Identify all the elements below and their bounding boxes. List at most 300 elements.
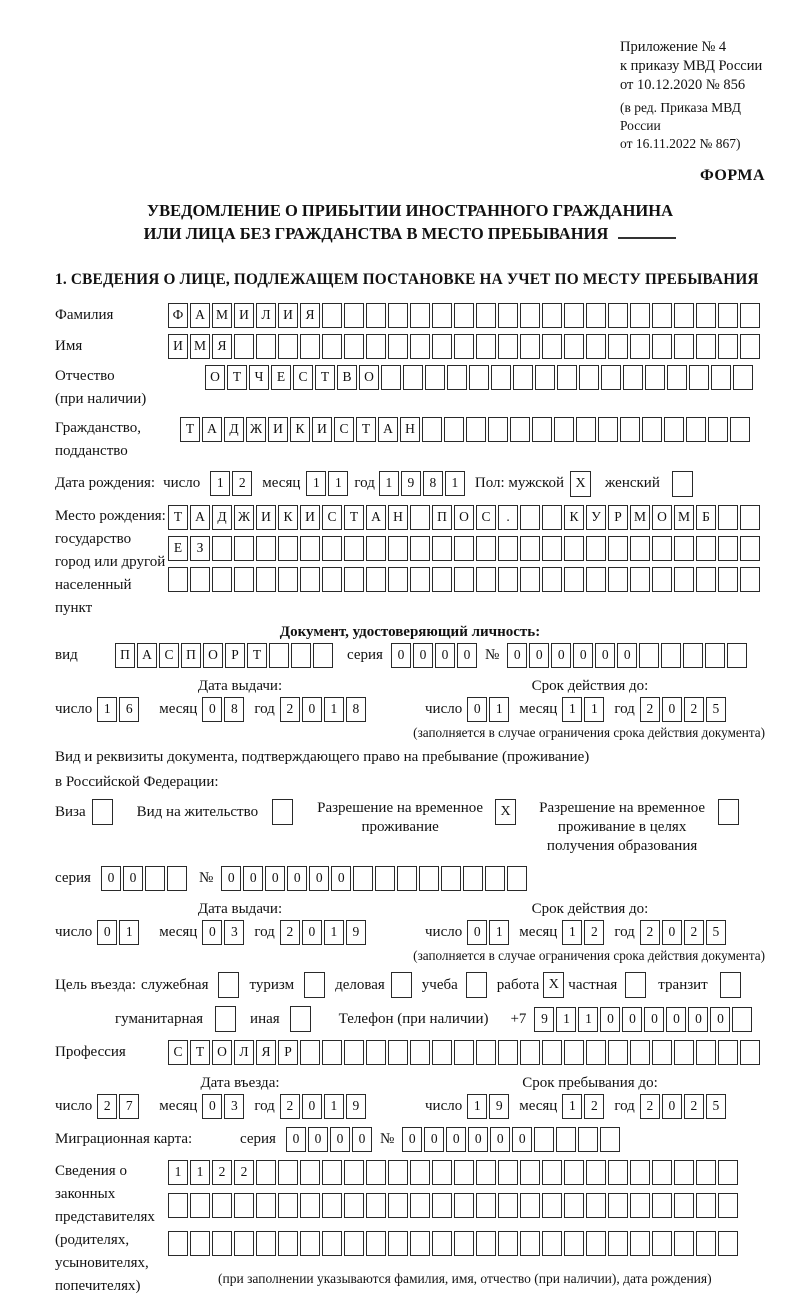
char-cell[interactable] [557,365,577,390]
char-cell[interactable] [344,334,364,359]
char-cell[interactable]: 5 [706,1094,726,1119]
char-cell[interactable] [542,1160,562,1185]
char-cell[interactable]: 0 [123,866,143,891]
char-cell[interactable] [718,505,738,530]
char-cell[interactable] [652,1160,672,1185]
char-cell[interactable]: 0 [330,1127,350,1152]
char-cell[interactable] [608,1231,628,1256]
char-cell[interactable] [278,1193,298,1218]
char-cell[interactable] [322,536,342,561]
char-cell[interactable] [313,643,333,668]
char-cell[interactable] [661,643,681,668]
char-cell[interactable]: 0 [662,697,682,722]
char-cell[interactable] [718,1193,738,1218]
char-cell[interactable]: С [293,365,313,390]
char-cell[interactable]: С [322,505,342,530]
char-cell[interactable]: Е [168,536,188,561]
char-cell[interactable] [542,567,562,592]
char-cell[interactable] [564,334,584,359]
char-cell[interactable] [432,303,452,328]
char-cell[interactable]: 0 [468,1127,488,1152]
char-cell[interactable] [576,417,596,442]
char-cell[interactable] [300,1040,320,1065]
char-cell[interactable]: 7 [119,1094,139,1119]
char-cell[interactable] [300,1193,320,1218]
char-cell[interactable]: 2 [584,920,604,945]
char-cell[interactable]: К [290,417,310,442]
char-cell[interactable] [212,536,232,561]
char-cell[interactable] [652,1040,672,1065]
char-cell[interactable]: И [256,505,276,530]
char-cell[interactable] [727,643,747,668]
char-cell[interactable] [674,334,694,359]
char-cell[interactable] [463,866,483,891]
char-cell[interactable] [532,417,552,442]
char-cell[interactable] [212,567,232,592]
char-cell[interactable] [344,536,364,561]
char-cell[interactable] [344,567,364,592]
char-cell[interactable] [630,1193,650,1218]
char-cell[interactable] [520,1160,540,1185]
char-cell[interactable]: 0 [202,697,222,722]
char-cell[interactable] [410,1160,430,1185]
residence-permit-checkbox[interactable] [272,799,293,825]
char-cell[interactable] [696,1160,716,1185]
char-cell[interactable] [300,567,320,592]
char-cell[interactable] [696,567,716,592]
char-cell[interactable] [410,505,430,530]
char-cell[interactable] [732,1007,752,1032]
char-cell[interactable] [291,643,311,668]
char-cell[interactable] [491,365,511,390]
char-cell[interactable]: Я [256,1040,276,1065]
char-cell[interactable] [630,1231,650,1256]
char-cell[interactable]: Е [271,365,291,390]
char-cell[interactable] [498,303,518,328]
char-cell[interactable]: 0 [309,866,329,891]
char-cell[interactable] [642,417,662,442]
purpose-work-checkbox[interactable]: X [543,972,564,998]
char-cell[interactable] [410,1040,430,1065]
char-cell[interactable] [410,303,430,328]
char-cell[interactable] [322,567,342,592]
char-cell[interactable]: 8 [346,697,366,722]
char-cell[interactable] [664,417,684,442]
char-cell[interactable] [432,1193,452,1218]
char-cell[interactable] [366,334,386,359]
char-cell[interactable] [674,536,694,561]
char-cell[interactable] [432,334,452,359]
char-cell[interactable] [542,303,562,328]
char-cell[interactable] [542,505,562,530]
char-cell[interactable] [278,334,298,359]
char-cell[interactable] [212,1231,232,1256]
char-cell[interactable] [542,1231,562,1256]
char-cell[interactable]: 0 [529,643,549,668]
char-cell[interactable]: С [168,1040,188,1065]
char-cell[interactable]: 1 [328,471,348,496]
char-cell[interactable]: П [181,643,201,668]
char-cell[interactable] [513,365,533,390]
char-cell[interactable] [696,334,716,359]
char-cell[interactable]: Т [344,505,364,530]
char-cell[interactable]: 0 [573,643,593,668]
char-cell[interactable] [366,567,386,592]
temp-residence-checkbox[interactable]: X [495,799,516,825]
char-cell[interactable] [608,334,628,359]
char-cell[interactable] [190,1231,210,1256]
char-cell[interactable]: 1 [306,471,326,496]
char-cell[interactable] [520,536,540,561]
purpose-humanitarian-checkbox[interactable] [215,1006,236,1032]
char-cell[interactable] [190,1193,210,1218]
char-cell[interactable] [696,1193,716,1218]
char-cell[interactable] [256,536,276,561]
sex-female-checkbox[interactable] [672,471,693,497]
char-cell[interactable] [476,536,496,561]
char-cell[interactable] [520,1231,540,1256]
char-cell[interactable] [278,1231,298,1256]
char-cell[interactable] [630,1160,650,1185]
char-cell[interactable] [608,303,628,328]
char-cell[interactable] [212,1193,232,1218]
char-cell[interactable]: О [652,505,672,530]
char-cell[interactable] [300,1160,320,1185]
char-cell[interactable]: А [190,505,210,530]
char-cell[interactable] [564,536,584,561]
char-cell[interactable] [586,1231,606,1256]
char-cell[interactable]: . [498,505,518,530]
char-cell[interactable]: 0 [308,1127,328,1152]
char-cell[interactable]: П [432,505,452,530]
char-cell[interactable] [564,303,584,328]
char-cell[interactable] [520,1193,540,1218]
char-cell[interactable]: Т [315,365,335,390]
char-cell[interactable] [476,303,496,328]
char-cell[interactable]: 0 [688,1007,708,1032]
char-cell[interactable] [578,1127,598,1152]
char-cell[interactable]: 0 [101,866,121,891]
char-cell[interactable] [256,567,276,592]
char-cell[interactable]: 5 [706,697,726,722]
char-cell[interactable] [564,1040,584,1065]
char-cell[interactable] [381,365,401,390]
char-cell[interactable] [696,1231,716,1256]
char-cell[interactable] [344,1040,364,1065]
char-cell[interactable]: Д [224,417,244,442]
char-cell[interactable] [454,536,474,561]
char-cell[interactable]: 1 [97,697,117,722]
char-cell[interactable] [403,365,423,390]
char-cell[interactable]: О [454,505,474,530]
char-cell[interactable] [410,567,430,592]
char-cell[interactable] [520,334,540,359]
char-cell[interactable] [388,567,408,592]
char-cell[interactable]: 0 [710,1007,730,1032]
char-cell[interactable]: 2 [640,1094,660,1119]
char-cell[interactable] [322,1160,342,1185]
char-cell[interactable]: 0 [302,697,322,722]
char-cell[interactable]: 1 [210,471,230,496]
visa-checkbox[interactable] [92,799,113,825]
char-cell[interactable] [645,365,665,390]
char-cell[interactable] [718,536,738,561]
char-cell[interactable] [388,1160,408,1185]
char-cell[interactable] [718,303,738,328]
char-cell[interactable]: 8 [224,697,244,722]
char-cell[interactable] [579,365,599,390]
char-cell[interactable] [630,334,650,359]
char-cell[interactable] [740,505,760,530]
char-cell[interactable] [652,567,672,592]
char-cell[interactable]: 0 [402,1127,422,1152]
char-cell[interactable] [718,334,738,359]
char-cell[interactable] [476,334,496,359]
char-cell[interactable] [167,866,187,891]
char-cell[interactable] [234,1193,254,1218]
char-cell[interactable] [454,303,474,328]
char-cell[interactable] [586,567,606,592]
char-cell[interactable]: 0 [424,1127,444,1152]
char-cell[interactable]: С [334,417,354,442]
char-cell[interactable] [696,1040,716,1065]
char-cell[interactable] [608,1193,628,1218]
char-cell[interactable] [447,365,467,390]
char-cell[interactable] [520,567,540,592]
char-cell[interactable]: 0 [617,643,637,668]
char-cell[interactable]: 0 [331,866,351,891]
char-cell[interactable]: 0 [287,866,307,891]
char-cell[interactable]: А [366,505,386,530]
char-cell[interactable] [441,866,461,891]
char-cell[interactable] [322,1231,342,1256]
char-cell[interactable] [740,536,760,561]
char-cell[interactable]: И [278,303,298,328]
char-cell[interactable] [740,303,760,328]
char-cell[interactable] [674,567,694,592]
char-cell[interactable] [623,365,643,390]
char-cell[interactable]: О [359,365,379,390]
char-cell[interactable]: М [190,334,210,359]
char-cell[interactable]: Л [234,1040,254,1065]
char-cell[interactable] [554,417,574,442]
char-cell[interactable] [488,417,508,442]
char-cell[interactable]: Я [212,334,232,359]
char-cell[interactable] [535,365,555,390]
char-cell[interactable] [432,1040,452,1065]
char-cell[interactable] [498,1193,518,1218]
char-cell[interactable] [564,1160,584,1185]
char-cell[interactable]: А [137,643,157,668]
char-cell[interactable] [410,1231,430,1256]
char-cell[interactable]: М [674,505,694,530]
char-cell[interactable]: 0 [391,643,411,668]
char-cell[interactable]: 1 [324,1094,344,1119]
purpose-other-checkbox[interactable] [290,1006,311,1032]
char-cell[interactable] [278,1160,298,1185]
char-cell[interactable] [432,1231,452,1256]
char-cell[interactable]: М [630,505,650,530]
char-cell[interactable]: 2 [280,697,300,722]
char-cell[interactable]: О [205,365,225,390]
char-cell[interactable] [718,1160,738,1185]
char-cell[interactable]: 1 [445,471,465,496]
char-cell[interactable] [608,567,628,592]
char-cell[interactable]: Б [696,505,716,530]
char-cell[interactable]: О [203,643,223,668]
char-cell[interactable]: Р [608,505,628,530]
char-cell[interactable]: 0 [512,1127,532,1152]
char-cell[interactable]: В [337,365,357,390]
char-cell[interactable]: 1 [489,697,509,722]
char-cell[interactable]: 1 [467,1094,487,1119]
char-cell[interactable]: Р [225,643,245,668]
char-cell[interactable]: 0 [662,920,682,945]
char-cell[interactable]: 2 [684,697,704,722]
char-cell[interactable] [498,567,518,592]
char-cell[interactable] [422,417,442,442]
char-cell[interactable] [432,567,452,592]
char-cell[interactable] [498,1231,518,1256]
char-cell[interactable]: Ж [234,505,254,530]
char-cell[interactable]: 0 [644,1007,664,1032]
char-cell[interactable] [498,1160,518,1185]
char-cell[interactable] [454,1160,474,1185]
char-cell[interactable] [520,1040,540,1065]
char-cell[interactable]: 0 [551,643,571,668]
char-cell[interactable] [168,1193,188,1218]
char-cell[interactable] [425,365,445,390]
char-cell[interactable]: 0 [286,1127,306,1152]
char-cell[interactable] [708,417,728,442]
char-cell[interactable] [366,1160,386,1185]
char-cell[interactable] [454,1231,474,1256]
char-cell[interactable] [586,1160,606,1185]
char-cell[interactable]: 0 [662,1094,682,1119]
char-cell[interactable]: 2 [280,1094,300,1119]
char-cell[interactable]: 0 [666,1007,686,1032]
char-cell[interactable] [556,1127,576,1152]
char-cell[interactable] [388,536,408,561]
char-cell[interactable]: 9 [346,1094,366,1119]
char-cell[interactable]: 1 [168,1160,188,1185]
char-cell[interactable] [322,1040,342,1065]
char-cell[interactable] [718,1231,738,1256]
char-cell[interactable] [564,1231,584,1256]
char-cell[interactable]: 3 [224,1094,244,1119]
char-cell[interactable]: 0 [413,643,433,668]
char-cell[interactable] [234,567,254,592]
char-cell[interactable]: 0 [467,697,487,722]
char-cell[interactable]: С [476,505,496,530]
char-cell[interactable] [740,334,760,359]
char-cell[interactable] [344,303,364,328]
char-cell[interactable]: 1 [119,920,139,945]
char-cell[interactable] [388,1040,408,1065]
char-cell[interactable]: 1 [562,920,582,945]
char-cell[interactable] [168,567,188,592]
char-cell[interactable] [686,417,706,442]
char-cell[interactable] [476,1040,496,1065]
char-cell[interactable]: 0 [446,1127,466,1152]
char-cell[interactable] [366,303,386,328]
char-cell[interactable]: 9 [401,471,421,496]
char-cell[interactable] [630,1040,650,1065]
char-cell[interactable]: Л [256,303,276,328]
char-cell[interactable] [586,334,606,359]
char-cell[interactable]: 1 [489,920,509,945]
char-cell[interactable] [586,536,606,561]
purpose-study-checkbox[interactable] [466,972,487,998]
char-cell[interactable]: И [312,417,332,442]
char-cell[interactable] [476,1231,496,1256]
char-cell[interactable] [256,1160,276,1185]
char-cell[interactable]: 2 [640,697,660,722]
char-cell[interactable] [620,417,640,442]
char-cell[interactable] [639,643,659,668]
char-cell[interactable]: 1 [562,697,582,722]
char-cell[interactable] [469,365,489,390]
char-cell[interactable]: 0 [352,1127,372,1152]
char-cell[interactable] [718,567,738,592]
char-cell[interactable]: 1 [379,471,399,496]
char-cell[interactable] [564,567,584,592]
char-cell[interactable]: З [190,536,210,561]
purpose-business-checkbox[interactable] [391,972,412,998]
char-cell[interactable]: 6 [119,697,139,722]
char-cell[interactable] [300,1231,320,1256]
char-cell[interactable]: Т [168,505,188,530]
char-cell[interactable]: 2 [97,1094,117,1119]
char-cell[interactable] [256,1231,276,1256]
char-cell[interactable] [711,365,731,390]
char-cell[interactable] [586,1040,606,1065]
sex-male-checkbox[interactable]: X [570,471,591,497]
char-cell[interactable] [600,1127,620,1152]
char-cell[interactable] [542,1040,562,1065]
char-cell[interactable]: 0 [202,920,222,945]
char-cell[interactable]: О [212,1040,232,1065]
char-cell[interactable] [652,1193,672,1218]
char-cell[interactable] [322,303,342,328]
char-cell[interactable] [564,1193,584,1218]
char-cell[interactable]: Н [400,417,420,442]
char-cell[interactable]: 0 [467,920,487,945]
char-cell[interactable]: 1 [190,1160,210,1185]
char-cell[interactable]: 0 [243,866,263,891]
char-cell[interactable] [256,334,276,359]
char-cell[interactable] [718,1040,738,1065]
char-cell[interactable] [601,365,621,390]
purpose-tourism-checkbox[interactable] [304,972,325,998]
char-cell[interactable]: Д [212,505,232,530]
char-cell[interactable]: 1 [562,1094,582,1119]
char-cell[interactable] [388,1193,408,1218]
char-cell[interactable]: 0 [202,1094,222,1119]
char-cell[interactable] [630,536,650,561]
char-cell[interactable]: 1 [556,1007,576,1032]
char-cell[interactable] [476,1193,496,1218]
temp-residence-edu-checkbox[interactable] [718,799,739,825]
char-cell[interactable] [234,334,254,359]
char-cell[interactable]: Ж [246,417,266,442]
char-cell[interactable] [466,417,486,442]
char-cell[interactable] [190,567,210,592]
char-cell[interactable] [598,417,618,442]
char-cell[interactable]: 2 [584,1094,604,1119]
char-cell[interactable] [444,417,464,442]
char-cell[interactable] [674,1193,694,1218]
